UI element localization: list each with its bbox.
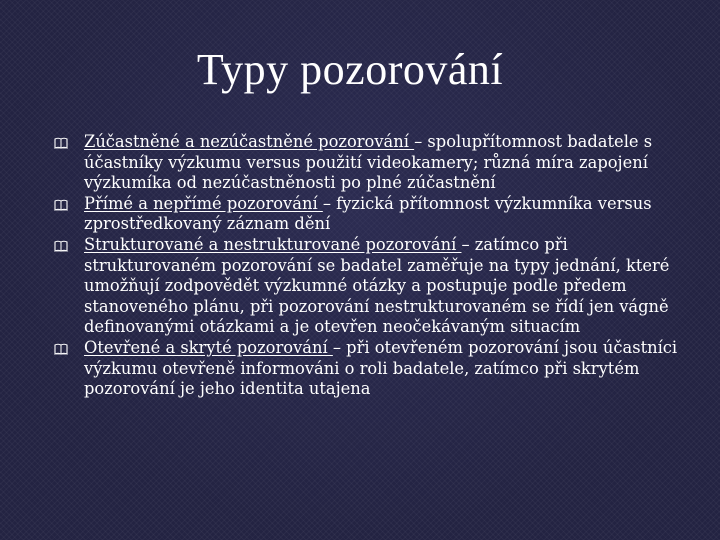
- bullet-item-open: [52, 338, 697, 400]
- bullet-text: – při otevřeném pozorování jsou účastníci výzkumu otevřeně informováni o roli badatele, zatímco při skrytém pozorování je jeho identita utajena: [84, 337, 678, 399]
- bullet-item-participant: [52, 132, 697, 194]
- slide-title: Typy pozorování: [196, 45, 504, 94]
- bullet-term: Otevřené a skryté pozorování: [84, 337, 333, 357]
- open-book-icon: [54, 197, 68, 211]
- bullet-text: – fyzická přítomnost výzkumníka versus zprostředkovaný záznam dění: [84, 193, 652, 234]
- bullet-list: [52, 132, 697, 400]
- bullet-item-direct: [52, 194, 697, 235]
- open-book-icon: [54, 238, 68, 252]
- bullet-item-structured: [52, 235, 697, 338]
- open-book-icon: [54, 135, 68, 149]
- open-book-icon: [54, 341, 68, 355]
- bullet-term: Přímé a nepřímé pozorování: [84, 193, 323, 213]
- bullet-text: – zatímco při strukturovaném pozorování se badatel zaměřuje na typy jednání, které umožňují zodpovědět výzkumné otázky a postupuje podle předem stanoveného plánu, při pozorování nestrukturovaném se řídí jen vágně definovanými otázkami a je otevřen neočekávaným situacím: [84, 234, 670, 337]
- bullet-term: Zúčastněné a nezúčastněné pozorování: [84, 132, 415, 151]
- bullet-text: – spolupřítomnost badatele s účastníky výzkumu versus použití videokamery; různá míra zapojení výzkumíka od nezúčastněnosti po plné zúčastnění: [84, 132, 653, 193]
- bullet-term: Strukturované a nestrukturované pozorování: [84, 234, 462, 254]
